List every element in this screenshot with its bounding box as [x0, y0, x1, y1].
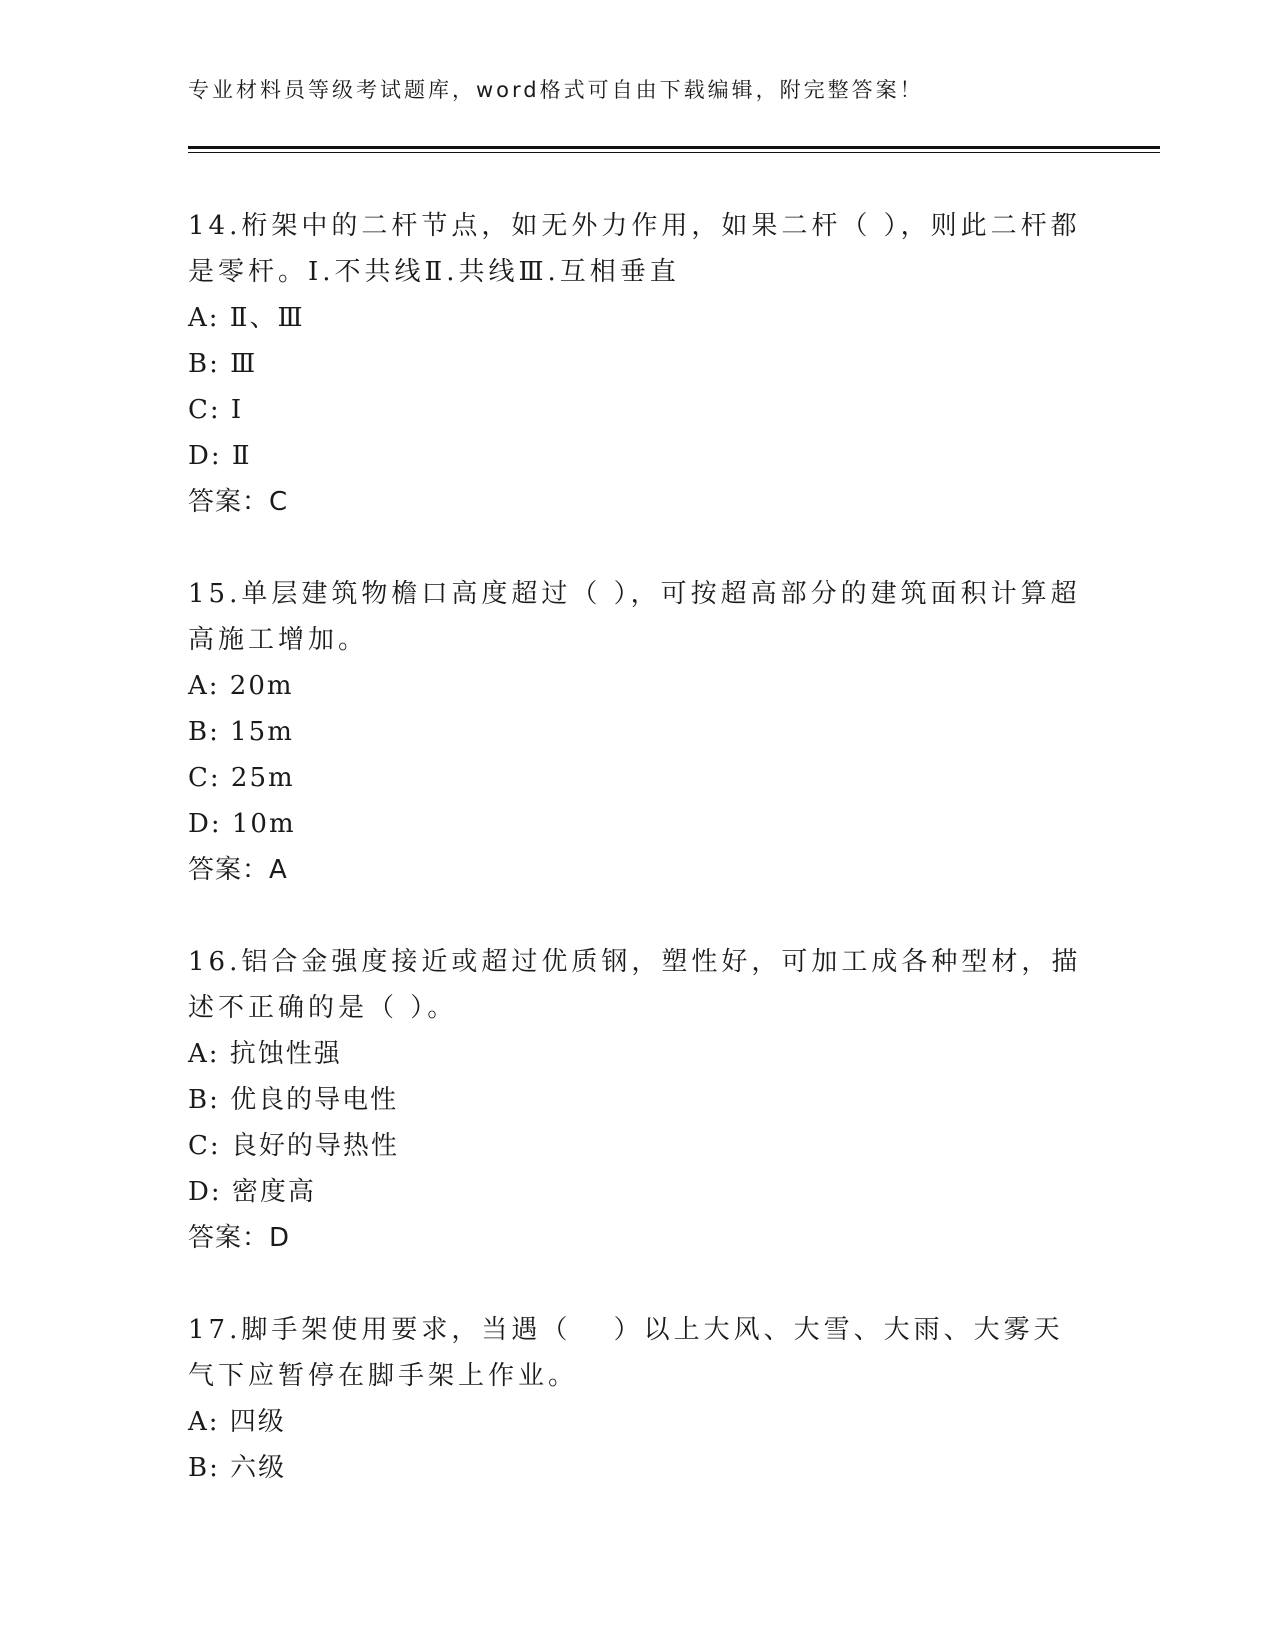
option-a: A: 20m	[188, 671, 294, 701]
option-a: A: 抗蚀性强	[188, 1039, 342, 1069]
question-14	[188, 203, 1108, 525]
question-text: 14.桁架中的二杆节点，如无外力作用，如果二杆（ ），则此二杆都是零杆。I.不共线Ⅱ.共线Ⅲ.互相垂直	[188, 211, 1081, 287]
option-c: C: 25m	[188, 763, 295, 793]
question-text: 15.单层建筑物檐口高度超过（ ），可按超高部分的建筑面积计算超高施工增加。	[188, 579, 1081, 655]
option-b: B: 15m	[188, 717, 294, 747]
option-d: D: Ⅱ	[188, 441, 252, 471]
option-b: B: Ⅲ	[188, 349, 258, 379]
answer-text: 答案：D	[188, 1223, 291, 1253]
page-header: 专业材料员等级考试题库，word格式可自由下载编辑，附完整答案！	[188, 78, 924, 102]
option-a: A: Ⅱ、Ⅲ	[188, 303, 305, 333]
option-c: C: 良好的导热性	[188, 1131, 399, 1161]
option-c: C: Ⅰ	[188, 395, 244, 425]
header-rule-thick	[188, 146, 1160, 149]
question-text: 16.铝合金强度接近或超过优质钢，塑性好，可加工成各种型材，描述不正确的是（ ）。	[188, 947, 1082, 1023]
question-list	[188, 203, 1108, 1537]
option-a: A: 四级	[188, 1407, 286, 1437]
question-16	[188, 939, 1108, 1261]
question-17	[188, 1307, 1108, 1491]
option-d: D: 10m	[188, 809, 296, 839]
header-rule-thin	[188, 152, 1160, 153]
option-d: D: 密度高	[188, 1177, 316, 1207]
question-15	[188, 571, 1108, 893]
option-b: B: 优良的导电性	[188, 1085, 399, 1115]
question-text: 17.脚手架使用要求，当遇（ ）以上大风、大雪、大雨、大雾天气下应暂停在脚手架上作业。	[188, 1315, 1064, 1391]
option-b: B: 六级	[188, 1453, 287, 1483]
answer-text: 答案：C	[188, 487, 289, 517]
answer-text: 答案：A	[188, 855, 288, 885]
